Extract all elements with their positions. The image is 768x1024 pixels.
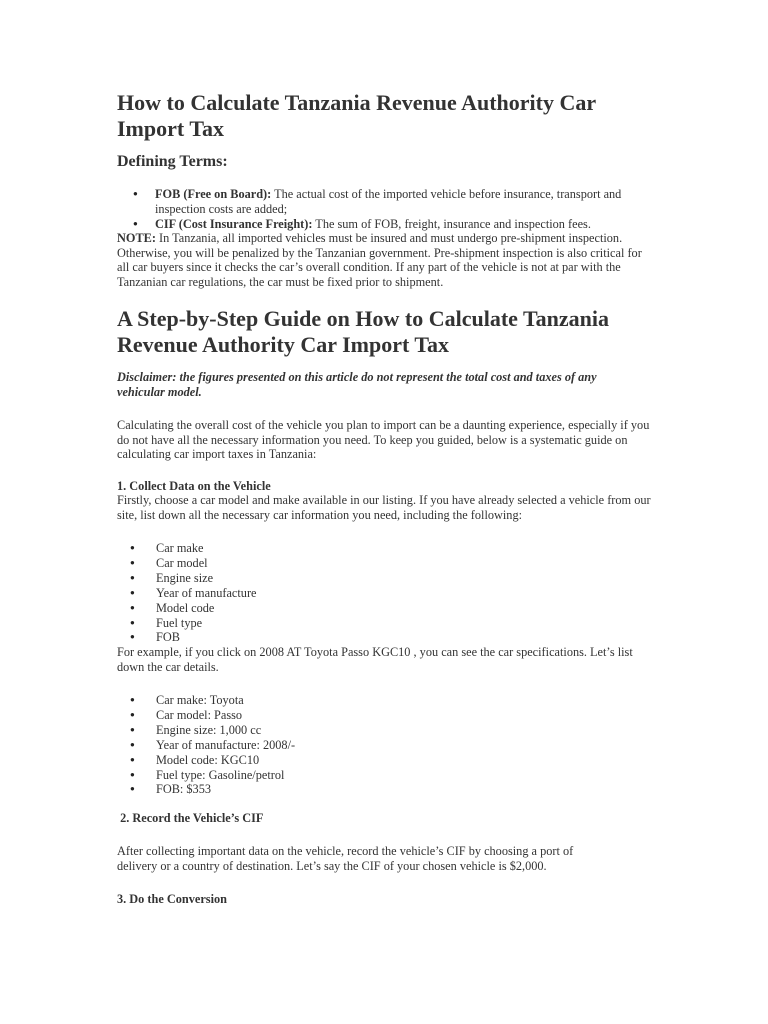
term-fob-text: The actual cost of the imported vehicle before insurance, transport and inspection costs are added;	[155, 187, 622, 216]
list-item	[133, 217, 643, 232]
defining-terms-heading: Defining Terms:	[117, 153, 228, 170]
list-item: ● Engine size: 1,000 cc	[130, 723, 530, 738]
term-cif: CIF (Cost Insurance Freight):	[155, 216, 313, 231]
list-item: ● Engine size	[130, 571, 530, 586]
list-item: ● Fuel type	[130, 616, 530, 631]
list-item: ● Car make: Toyota	[130, 693, 530, 708]
list-item: ● Fuel type: Gasoline/petrol	[130, 768, 530, 783]
list-item	[133, 187, 643, 217]
step1-heading: 1. Collect Data on the Vehicle	[117, 479, 271, 493]
step1-paragraph: Firstly, choose a car model and make available in our listing. If you have already selected a vehicle from our site, list down all the necessary car information you need, including the following:	[117, 493, 651, 522]
list-item: ● Year of manufacture	[130, 586, 530, 601]
note-text: In Tanzania, all imported vehicles must be insured and must undergo pre-shipment inspection. Otherwise, you will be penalized by the Tanzanian government. Pre-shipment inspection is also critical for all car buyers since it checks the car’s overall condition. If any part of the vehicle is not at par with the Tanzanian car regulations, the car must be fixed prior to shipment.	[117, 231, 642, 289]
list-item: ● Year of manufacture: 2008/-	[130, 738, 530, 753]
disclaimer: Disclaimer: the figures presented on this article do not represent the total cost and taxes of any vehicular model.	[117, 370, 597, 399]
intro-paragraph: Calculating the overall cost of the vehicle you plan to import can be a daunting experience, especially if you do not have all the necessary information you need. To keep you guided, below is a systematic guide on calculating car import taxes in Tanzania:	[117, 418, 650, 462]
car-details-list	[130, 693, 530, 797]
list-item: ● Car model	[130, 556, 530, 571]
term-fob: FOB (Free on Board):	[155, 187, 272, 201]
example-paragraph: For example, if you click on 2008 AT Toyota Passo KGC10 , you can see the car specifications. Let’s list down the car details.	[117, 645, 633, 674]
step2-paragraph: After collecting important data on the vehicle, record the vehicle’s CIF by choosing a port of delivery or a country of destination. Let’s say the CIF of your chosen vehicle is $2,000.	[117, 844, 574, 873]
guide-heading: A Step-by-Step Guide on How to Calculate Tanzania Revenue Authority Car Import Tax	[117, 306, 610, 357]
note-paragraph	[117, 231, 651, 289]
defining-terms-list	[133, 187, 643, 232]
note-label: NOTE:	[117, 231, 156, 245]
list-item: ● Car make	[130, 541, 530, 556]
page-title: How to Calculate Tanzania Revenue Authority Car Import Tax	[117, 90, 596, 141]
list-item: ● FOB	[130, 630, 530, 645]
list-item: ● Model code	[130, 601, 530, 616]
step2-heading: 2. Record the Vehicle’s CIF	[117, 811, 264, 825]
term-cif-text: The sum of FOB, freight, insurance and inspection fees.	[312, 216, 591, 231]
step3-heading: 3. Do the Conversion	[117, 892, 227, 906]
list-item: ● Model code: KGC10	[130, 753, 530, 768]
car-info-list	[130, 541, 530, 645]
list-item: ● Car model: Passo	[130, 708, 530, 723]
list-item: ● FOB: $353	[130, 782, 530, 797]
